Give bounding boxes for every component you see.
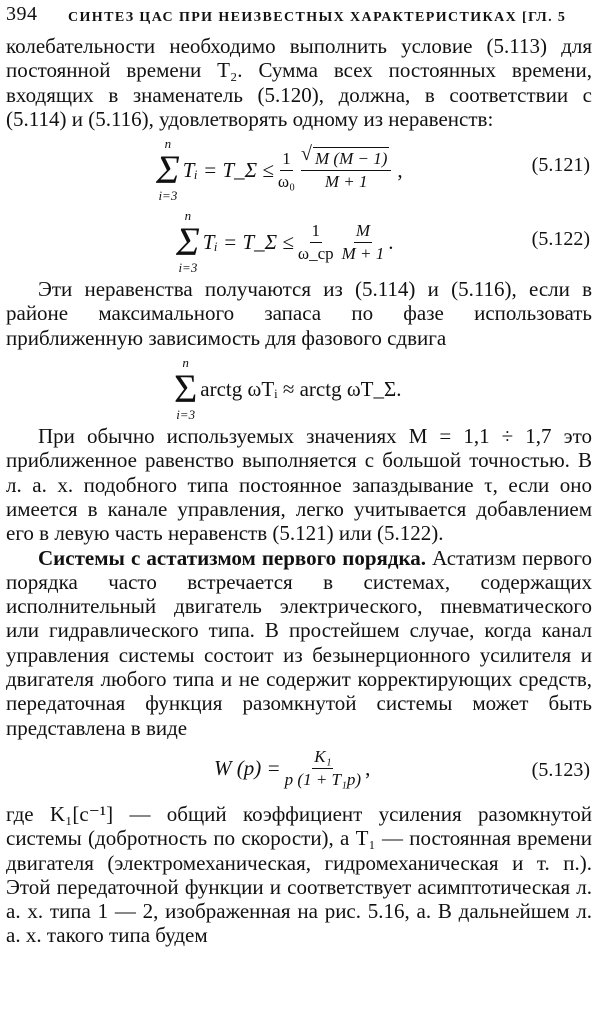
- equation-5-122: n Σ i=3 Tᵢ = T_Σ ≤ $\frac{1}{\omega\_ср}$ $\frac{M}{M + 1}$ . (5.122): [176, 208, 590, 276]
- page-number: 394: [6, 3, 38, 25]
- section-heading: Системы с астатизмом первого порядка.: [38, 545, 427, 570]
- sum-symbol: n Σ i=3: [176, 208, 200, 276]
- eq123-frac: $\frac{\text{K₁}}{\text{p (1 + T₁p)}}$: [284, 746, 362, 789]
- paragraph-4: [6, 546, 592, 740]
- equation-5-121: n Σ i=3 Tᵢ = T_Σ ≤ $\frac{1}{\text{ω₀}}$ √ $\frac{M (M - 1)}{M + 1}$ , (5.121): [6, 131, 592, 205]
- paragraph-4-body: Астатизм первого порядка часто встречается в системах, содержащих исполнительный двигатель электрического, пневматического или гидравлического типа. В простейшем случае, когда канал управления системы состоит из безынерционного усилителя и двигателя любого типа и не содержит корректирующих средств, передаточная функция разомкнутой системы может быть представлена в виде: [6, 545, 592, 740]
- equation-label: (5.122): [531, 228, 590, 251]
- paragraph-3: При обычно используемых значениях M = 1,1 ÷ 1,7 это приближенное равенство выполняется с большой точностью. В л. а. х. подобного типа постоянное запаздывание τ, если оно имеется в канале управления, легко учитывается добавлением его в левую часть неравенств (5.121) или (5.122).: [6, 424, 592, 546]
- eq122-lhs: Tᵢ = T_Σ ≤: [202, 230, 294, 255]
- paragraph-5: где K₁[c⁻¹] — общий коэффициент усиления разомкнутой системы (добротность по скорости), а T₁ — постоянная времени двигателя (электромеханическая, гидромеханическая и т. п.). Этой передаточной функции и соответствует асимптотическая л. а. х. типа 1 — 2, изображенная на рис. 5.16, a. В дальнейшем л. а. х. такого типа будем: [6, 801, 592, 948]
- paragraph-2: Эти неравенства получаются из (5.114) и (5.116), если в районе максимального запаса по фазе использовать приближенную зависимость для фазового сдвига: [6, 277, 592, 350]
- paragraph-1: колебательности необходимо выполнить условие (5.113) для постоянной времени T₂. Сумма всех постоянных времени, входящих в знаменатель (5.120), должна, в соответствии с (5.114) и (5.116), удовлетворять одному из неравенств:: [6, 34, 592, 131]
- sum-symbol: n Σ i=3: [156, 136, 180, 204]
- page-header: [6, 0, 592, 34]
- eq122-frac2: $\frac{M}{M + 1}$: [341, 220, 385, 263]
- eq122-frac1: $\frac{1}{\omega\_ср}$: [297, 220, 334, 263]
- running-title: СИНТЕЗ ЦАС ПРИ НЕИЗВЕСТНЫХ ХАРАКТЕРИСТИКАХ [ГЛ. 5: [68, 10, 567, 25]
- equation-arctg: [6, 350, 592, 424]
- sum-symbol: n Σ i=3: [174, 355, 198, 423]
- eq121-lhs: Tᵢ = T_Σ ≤: [182, 158, 274, 183]
- eq121-frac1: $\frac{1}{\text{ω₀}}$: [277, 148, 296, 191]
- arctg-body: arctg ωTᵢ ≈ arctg ωT_Σ.: [200, 376, 402, 401]
- equation-5-123: W (p) = $\frac{\text{K₁}}{\text{p (1 + T₁p)}}$ , (5.123): [214, 746, 590, 789]
- equation-label: (5.121): [531, 154, 590, 177]
- eq123-lhs: W (p) =: [214, 756, 281, 781]
- eq121-frac2: √ $\frac{M (M - 1)}{M + 1}$: [301, 147, 391, 193]
- equation-label: (5.123): [531, 758, 590, 781]
